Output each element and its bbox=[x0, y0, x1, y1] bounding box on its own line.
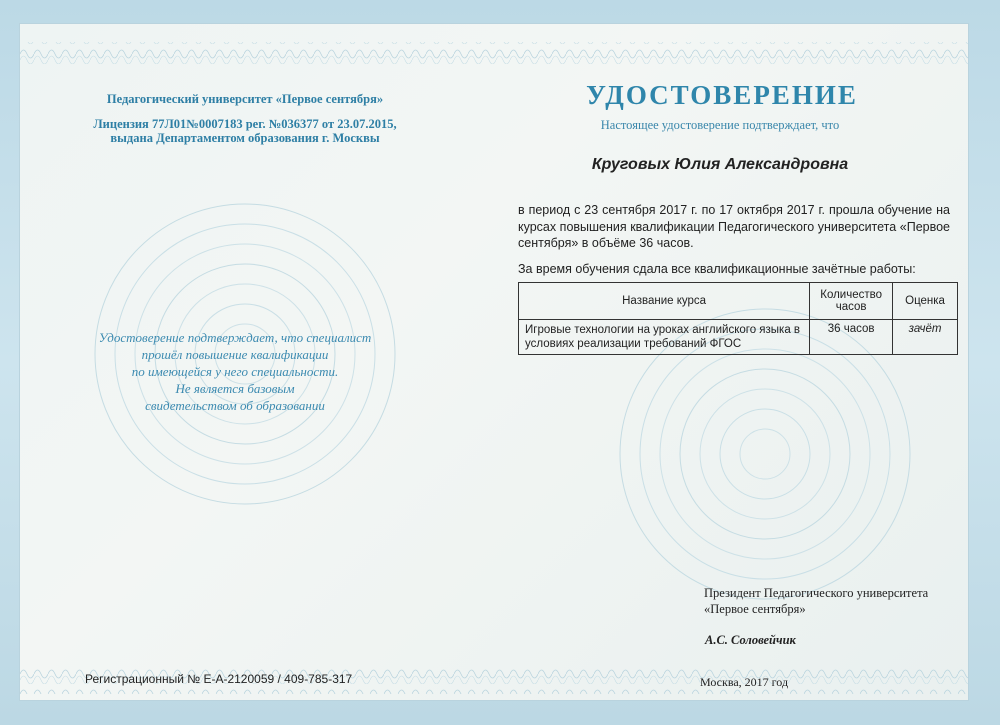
issuer-name: Педагогический университет «Первое сентября» bbox=[106, 92, 384, 106]
exams-intro: За время обучения сдала все квалификационные зачётные работы: bbox=[518, 262, 916, 276]
course-grade-cell: зачёт bbox=[893, 320, 958, 355]
document-title: УДОСТОВЕРЕНИЕ bbox=[586, 80, 858, 110]
signatory-position-line1: Президент Педагогического университета bbox=[704, 586, 929, 600]
signatory-position-line2: «Первое сентября» bbox=[704, 602, 806, 616]
top-ornament-band bbox=[20, 42, 968, 68]
courses-table bbox=[518, 282, 958, 355]
recipient-name: Круговых Юлия Александровна bbox=[591, 156, 849, 173]
course-hours-cell: 36 часов bbox=[810, 320, 893, 355]
watermark-note-line2: прошёл повышение квалификации bbox=[141, 347, 329, 362]
training-description: в период с 23 сентября 2017 г. по 17 октября 2017 г. прошла обучение на курсах повышения квалификации Педагогического университета «Первое сентября» в объёме 36 часов. bbox=[518, 203, 950, 250]
course-name-cell: Игровые технологии на уроках английского языка в условиях реализации требований ФГОС bbox=[519, 320, 810, 355]
registration-number: Регистрационный № Е-А-2120059 / 409-785-317 bbox=[85, 672, 353, 686]
header-grade: Оценка bbox=[893, 283, 958, 320]
signatory-name: А.С. Соловейчик bbox=[705, 633, 796, 647]
table-row bbox=[519, 320, 958, 355]
courses-table-header bbox=[519, 283, 958, 320]
watermark-note-line5: свидетельством об образовании bbox=[145, 398, 325, 413]
header-hours: Количество часов bbox=[810, 283, 893, 320]
place-and-year: Москва, 2017 год bbox=[700, 675, 789, 689]
issuer-license-line2: выдана Департаментом образования г. Москвы bbox=[110, 131, 380, 145]
watermark-note-line1: Удостоверение подтверждает, что специалист bbox=[98, 330, 372, 345]
header-course-name: Название курса bbox=[519, 283, 810, 320]
issuer-license-line1: Лицензия 77Л01№0007183 рег. №036377 от 23.07.2015, bbox=[93, 117, 397, 131]
watermark-note-line3: по имеющейся у него специальности. bbox=[131, 364, 339, 379]
document-subtitle: Настоящее удостоверение подтверждает, что bbox=[600, 118, 840, 132]
watermark-note-line4: Не является базовым bbox=[175, 381, 295, 396]
